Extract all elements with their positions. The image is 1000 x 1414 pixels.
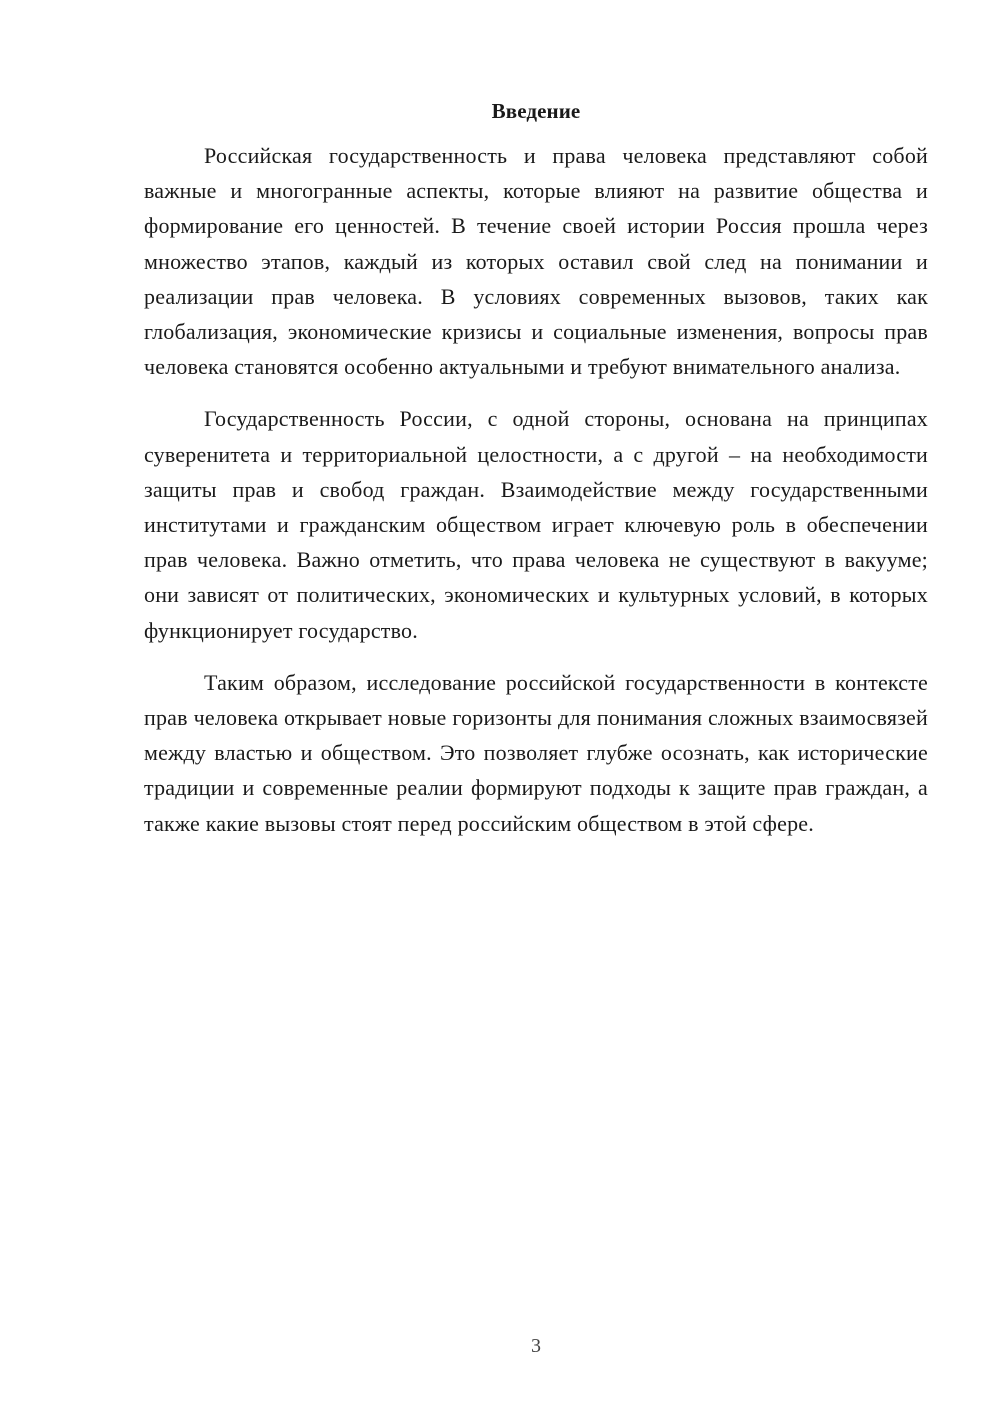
page-number: 3	[531, 1335, 541, 1357]
paragraph: Таким образом, исследование российской государственности в контексте прав человека открывает новые горизонты для понимания сложных взаимосвязей между властью и обществом. Это позволяет глубже осознать, как исторические традиции и современные реалии формируют подходы к защите прав граждан, а также какие вызовы стоят перед российским обществом в этой сфере.	[144, 669, 928, 836]
page-content	[144, 96, 928, 841]
paragraph: Российская государственность и права человека представляют собой важные и многогранные аспекты, которые влияют на развитие общества и формирование его ценностей. В течение своей истории Россия прошла через множество этапов, каждый из которых оставил свой след на понимании и реализации прав человека. В условиях современных вызовов, таких как глобализация, экономические кризисы и социальные изменения, вопросы прав человека становятся особенно актуальными и требуют внимательного анализа.	[144, 143, 928, 380]
page-title: Введение	[491, 99, 581, 123]
paragraph: Государственность России, с одной стороны, основана на принципах суверенитета и территориальной целостности, а с другой – на необходимости защиты прав и свобод граждан. Взаимодействие между государственными институтами и гражданским обществом играет ключевую роль в обеспечении прав человека. Важно отметить, что права человека не существуют в вакууме; они зависят от политических, экономических и культурных условий, в которых функционирует государство.	[144, 406, 928, 643]
